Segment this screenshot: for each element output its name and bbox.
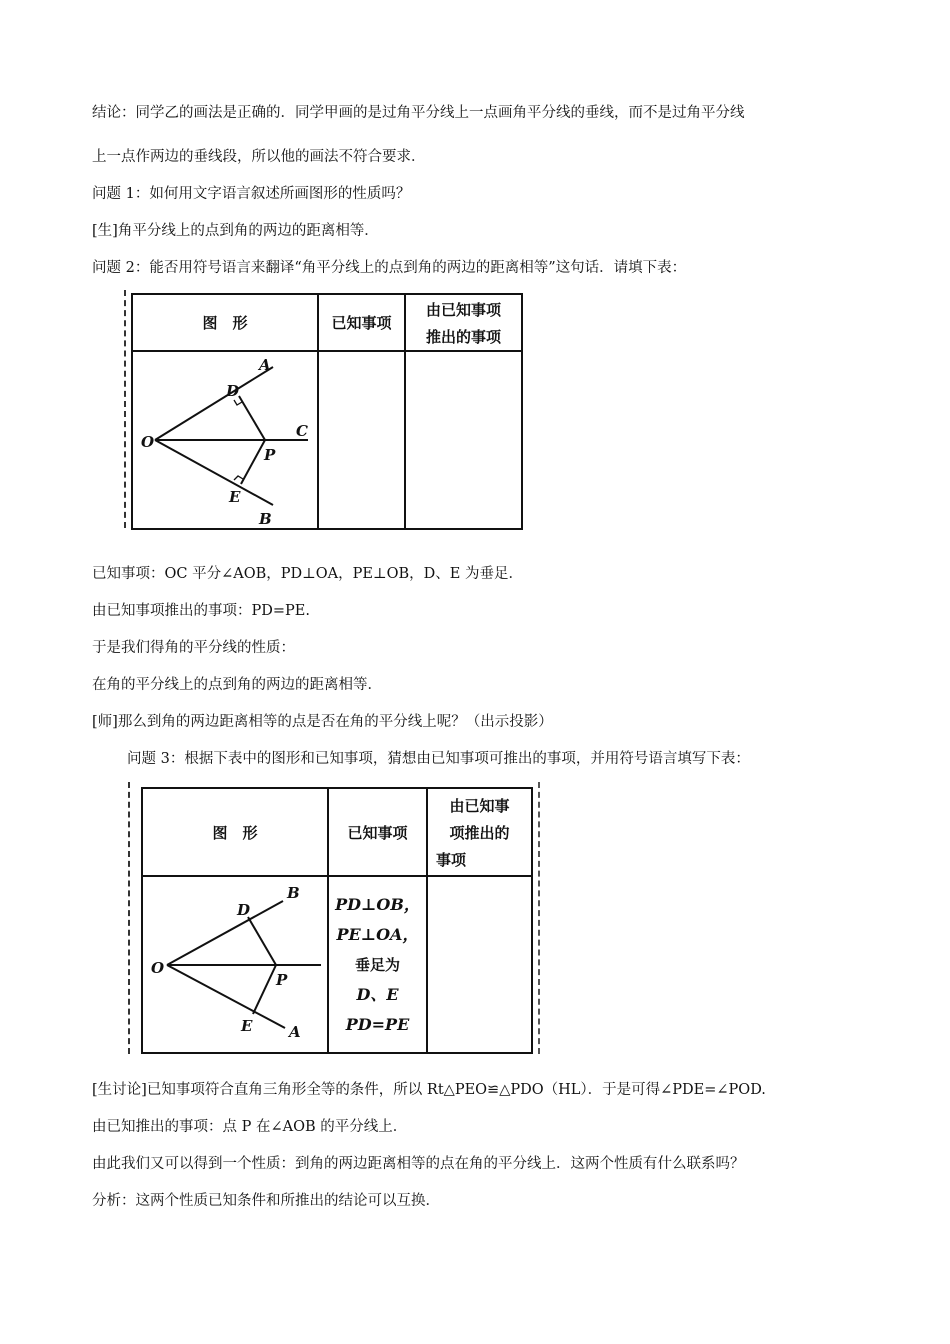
paragraph-known-items: 已知事项：OC 平分∠AOB，PD⊥OA，PE⊥OB，D、E 为垂足． <box>92 566 523 582</box>
table1-known-cell <box>318 351 405 529</box>
paragraph-analysis: 分析：这两个性质已知条件和所推出的结论可以互换． <box>92 1193 440 1209</box>
label2-B: B <box>287 884 300 902</box>
table2-figure-cell <box>142 876 328 1053</box>
paragraph-teacher-question: [师]那么到角的两边距离相等的点是否在角的平分线上呢？（出示投影） <box>92 714 553 730</box>
label-C: C <box>296 422 308 440</box>
paragraph-property-intro: 于是我们得角的平分线的性质： <box>92 640 295 656</box>
table2-known-line1: PD⊥OB， <box>335 894 420 914</box>
label2-D: D <box>237 901 251 919</box>
table1-header-derived-line1: 由已知事项 <box>425 300 501 319</box>
label-P: P <box>264 446 276 464</box>
table-2 <box>141 787 533 1054</box>
table1-header-known: 已知事项 <box>318 294 405 351</box>
paragraph-conclusion-cont: 上一点作两边的垂线段，所以他的画法不符合要求． <box>92 149 426 165</box>
paragraph-student-answer: [生]角平分线上的点到角的两边的距离相等． <box>92 223 379 239</box>
table2-header-known: 已知事项 <box>328 788 427 876</box>
scan-edge-left <box>124 290 126 528</box>
paragraph-question-3: 问题 3：根据下表中的图形和已知事项，猜想由已知事项可推出的事项，并用符号语言填写下表： <box>127 751 750 767</box>
paragraph-question-2: 问题 2：能否用符号语言来翻译“角平分线上的点到角的两边的距离相等”这句话．请填下表： <box>92 260 687 276</box>
table2-header-figure: 图 形 <box>142 788 328 876</box>
label-A: A <box>259 356 271 374</box>
scan-edge-right-2 <box>538 782 540 1054</box>
table2-header-derived <box>427 788 532 876</box>
table2-known-line2: PE⊥OA， <box>336 924 419 944</box>
table2-known-line4: D、E <box>356 984 399 1004</box>
table1-header-derived-line2: 推出的事项 <box>425 327 501 346</box>
angle-bisector-diagram-2 <box>143 877 329 1052</box>
table1-figure-cell <box>132 351 318 529</box>
label2-E: E <box>241 1017 253 1035</box>
table2-derived-cell <box>427 876 532 1053</box>
paragraph-property: 在角的平分线上的点到角的两边的距离相等． <box>92 677 382 693</box>
table1-header-derived <box>405 294 522 351</box>
label2-A: A <box>289 1023 301 1041</box>
paragraph-derived-from-known: 由已知推出的事项：点 P 在∠AOB 的平分线上． <box>92 1119 408 1135</box>
angle-bisector-diagram-1 <box>133 352 319 528</box>
table2-header-derived-line1: 由已知事 <box>449 796 510 815</box>
label2-P: P <box>276 971 288 989</box>
paragraph-question-1: 问题 1：如何用文字语言叙述所画图形的性质吗？ <box>92 186 411 202</box>
label-O: O <box>141 433 155 451</box>
scan-edge-left-2 <box>128 782 130 1054</box>
table-1 <box>131 293 523 530</box>
paragraph-derived-items: 由已知事项推出的事项：PD=PE. <box>92 603 310 619</box>
label2-O: O <box>151 959 165 977</box>
table2-header-derived-line3: 事项 <box>436 850 467 869</box>
label-D: D <box>226 382 240 400</box>
table1-header-figure: 图 形 <box>132 294 318 351</box>
paragraph-conclusion: 结论：同学乙的画法是正确的．同学甲画的是过角平分线上一点画角平分线的垂线，而不是过角平分线 <box>92 105 745 121</box>
table1-derived-cell <box>405 351 522 529</box>
paragraph-second-property: 由此我们又可以得到一个性质：到角的两边距离相等的点在角的平分线上．这两个性质有什么联系吗？ <box>92 1156 745 1172</box>
table2-known-line3: 垂足为 <box>354 955 400 974</box>
table2-known-cell <box>328 876 427 1053</box>
table2-header-derived-line2: 项推出的 <box>449 823 510 842</box>
paragraph-student-discussion: [生讨论]已知事项符合直角三角形全等的条件，所以 Rt△PEO≌△PDO（HL）．于是可得∠PDE=∠POD. <box>92 1082 766 1098</box>
label-B: B <box>259 510 272 528</box>
label-E: E <box>229 488 241 506</box>
table2-known-line5: PD=PE <box>345 1014 410 1034</box>
